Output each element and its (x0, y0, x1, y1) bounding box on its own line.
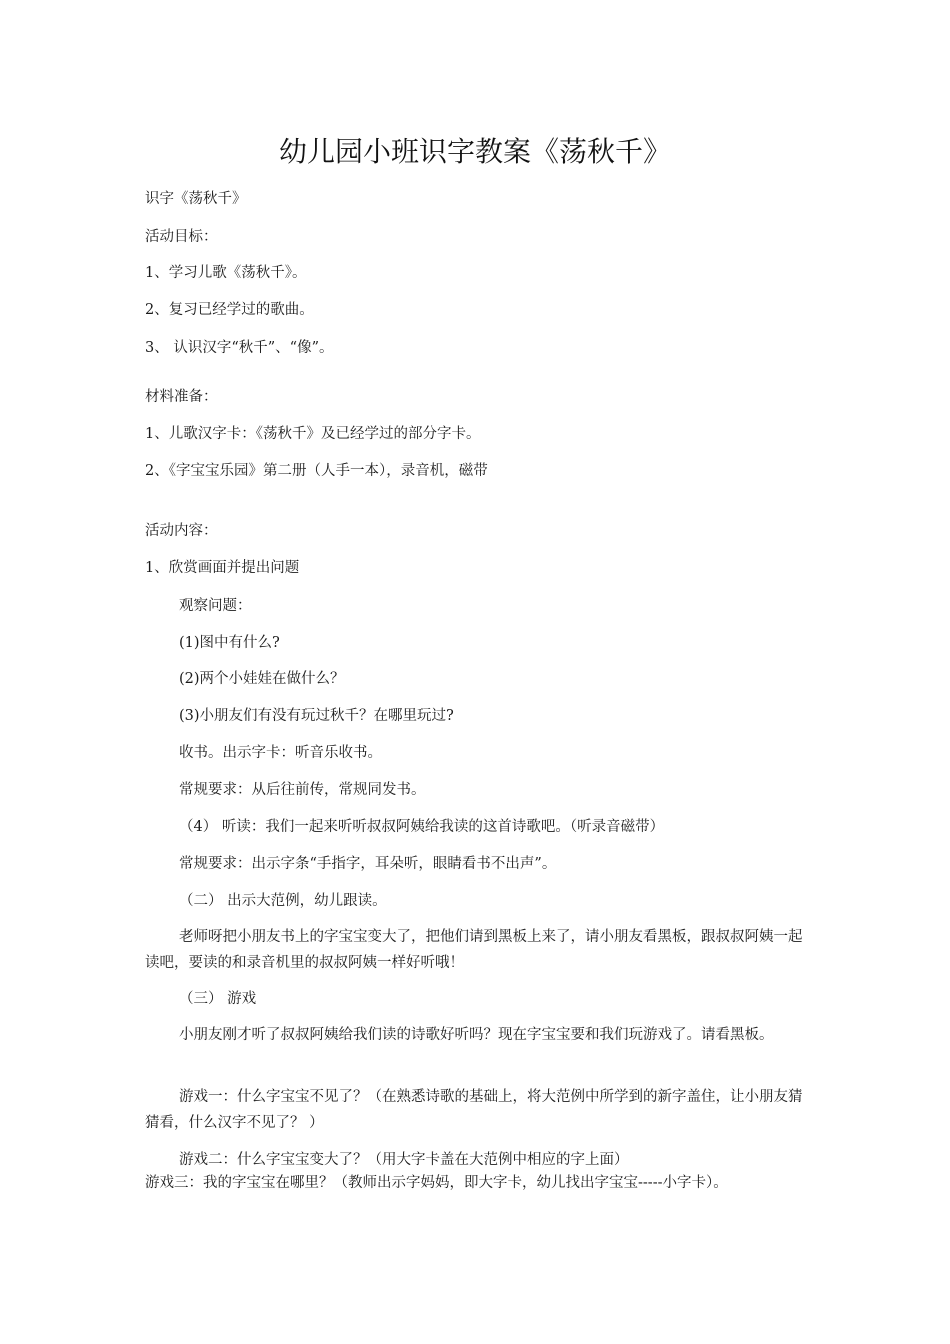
question-1: (1)图中有什么? (179, 635, 280, 651)
step-4-listen-read: （4） 听读：我们一起来听听叔叔阿姨给我读的这首诗歌吧。（听录音磁带） (179, 819, 665, 835)
part-2-heading: （二） 出示大范例，幼儿跟读。 (179, 893, 387, 909)
goals-heading: 活动目标： (145, 229, 218, 245)
goal-item-1: 1、学习儿歌《荡秋千》。 (145, 265, 307, 281)
material-item-1: 1、儿歌汉字卡：《荡秋千》及已经学过的部分字卡。 (145, 426, 481, 442)
observe-heading: 观察问题： (179, 598, 252, 614)
content-item-1: 1、欣赏画面并提出问题 (145, 560, 300, 576)
game-1-paragraph: 游戏一：什么字宝宝不见了？（在熟悉诗歌的基础上，将大范例中所学到的新字盖住，让小朋友猜猜看，什么汉字不见了？ ） (145, 1089, 803, 1131)
routine-requirement-2: 常规要求：出示字条“手指字，耳朵听，眼睛看书不出声”。 (179, 856, 557, 872)
question-3: (3)小朋友们有没有玩过秋千？在哪里玩过? (179, 708, 454, 724)
game-intro-paragraph: 小朋友刚才听了叔叔阿姨给我们读的诗歌好听吗？现在字宝宝要和我们玩游戏了。请看黑板。 (179, 1027, 774, 1043)
question-2: (2)两个小娃娃在做什么？ (179, 671, 345, 687)
material-item-2: 2、《字宝宝乐园》第二册（人手一本），录音机，磁带 (145, 463, 488, 479)
teacher-paragraph: 老师呀把小朋友书上的字宝宝变大了，把他们请到黑板上来了，请小朋友看黑板，跟叔叔阿姨一起读吧，要读的和录音机里的叔叔阿姨一样好听哦！ (145, 929, 803, 971)
game-2-line: 游戏二：什么字宝宝变大了？（用大字卡盖在大范例中相应的字上面） (179, 1152, 629, 1168)
collect-books: 收书。出示字卡：听音乐收书。 (179, 745, 382, 761)
goal-item-2: 2、复习已经学过的歌曲。 (145, 302, 314, 318)
content-heading: 活动内容： (145, 523, 218, 539)
goal-item-3: 3、 认识汉字“秋千”、“像”。 (145, 340, 334, 356)
game-3-line: 游戏三：我的字宝宝在哪里？（教师出示字妈妈，即大字卡，幼儿找出字宝宝-----小字卡）。 (145, 1175, 728, 1191)
part-3-heading: （三） 游戏 (179, 991, 257, 1007)
materials-heading: 材料准备： (145, 389, 218, 405)
routine-requirement-1: 常规要求：从后往前传，常规同发书。 (179, 782, 426, 798)
subtitle: 识字《荡秋千》 (145, 191, 247, 207)
document-title: 幼儿园小班识字教案《荡秋千》 (278, 135, 671, 168)
